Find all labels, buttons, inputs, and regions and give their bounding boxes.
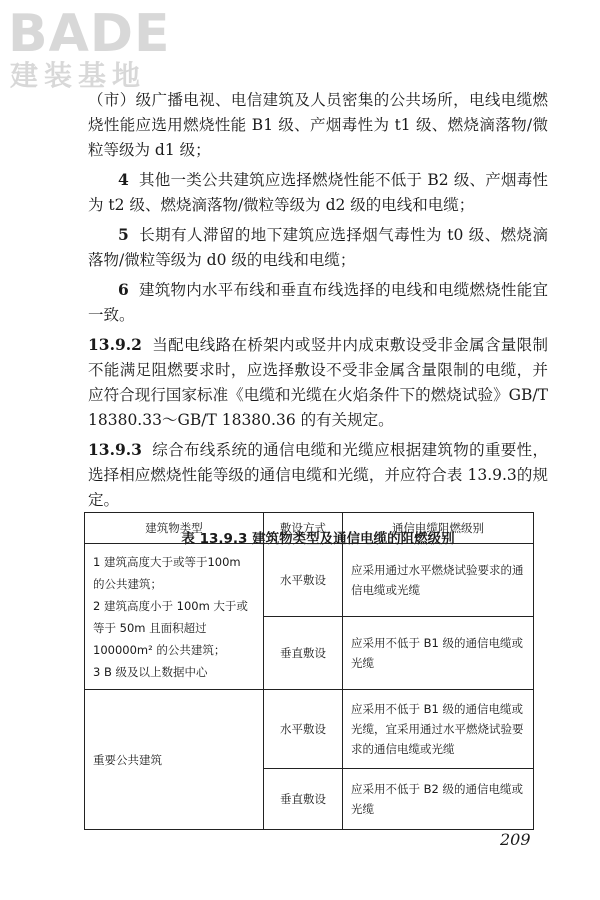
table-header-row bbox=[85, 513, 534, 544]
logo-brand-text: BADE bbox=[8, 4, 171, 64]
paragraph-item-6 bbox=[88, 277, 548, 328]
header-flame-level: 通信电缆阻燃级别 bbox=[343, 513, 534, 544]
building-type-cell bbox=[85, 544, 264, 690]
clause-text: 当配电线路在桥架内或竖井内成束敷设受非金属含量限制不能满足阻燃要求时，应选择敷设不受非金属含量限制的电缆，并应符合现行国家标准《电缆和光缆在火焰条件下的燃烧试验》GB/T 18380.33～GB/T 18380.36 的有关规定。 bbox=[88, 336, 548, 429]
laying-method-cell: 垂直敷设 bbox=[264, 769, 343, 830]
table-row bbox=[85, 544, 534, 617]
clause-number: 13.9.3 bbox=[88, 440, 142, 459]
laying-method-cell: 垂直敷设 bbox=[264, 617, 343, 690]
building-type-cell: 重要公共建筑 bbox=[85, 690, 264, 830]
clause-13-9-2 bbox=[88, 332, 548, 433]
clause-number: 13.9.2 bbox=[88, 335, 142, 354]
header-building-type: 建筑物类型 bbox=[85, 513, 264, 544]
table-row bbox=[85, 690, 534, 769]
laying-method-cell: 水平敷设 bbox=[264, 544, 343, 617]
item-text: 长期有人滞留的地下建筑应选择烟气毒性为 t0 级、燃烧滴落物/微粒等级为 d0 级的电线和电缆； bbox=[88, 226, 548, 269]
item-number: 5 bbox=[118, 225, 129, 244]
clause-text: 综合布线系统的通信电缆和光缆应根据建筑物的重要性，选择相应燃烧性能等级的通信电缆和光缆，并应符合表 13.9.3的规定。 bbox=[88, 441, 548, 509]
item-text: 建筑物内水平布线和垂直布线选择的电线和电缆燃烧性能宜一致。 bbox=[88, 281, 548, 324]
flame-level-cell: 应采用不低于 B1 级的通信电缆或光缆 bbox=[343, 617, 534, 690]
item-number: 4 bbox=[118, 170, 129, 189]
table-title: 表 13.9.3 建筑物类型及通信电缆的阻燃级别 bbox=[181, 531, 455, 547]
building-type-line: 1 建筑高度大于或等于100m 的公共建筑； bbox=[93, 554, 241, 591]
laying-method-cell: 水平敷设 bbox=[264, 690, 343, 769]
fire-rating-table bbox=[84, 512, 534, 830]
brand-logo bbox=[8, 6, 183, 94]
flame-level-cell: 应采用通过水平燃烧试验要求的通信电缆或光缆 bbox=[343, 544, 534, 617]
clause-13-9-3 bbox=[88, 437, 548, 513]
page-body bbox=[88, 88, 548, 559]
building-type-line: 2 建筑高度小于 100m 大于或等于 50m 且面积超过100000m² 的公共建筑； bbox=[93, 598, 248, 657]
building-type-line: 3 B 级及以上数据中心 bbox=[93, 664, 208, 679]
logo-subtitle: 建装基地 bbox=[10, 59, 147, 92]
item-text: 其他一类公共建筑应选择燃烧性能不低于 B2 级、产烟毒性为 t2 级、燃烧滴落物/微粒等级为 d2 级的电线和电缆； bbox=[88, 171, 548, 214]
flame-level-cell: 应采用不低于 B2 级的通信电缆或光缆 bbox=[343, 769, 534, 830]
page-number: 209 bbox=[500, 830, 531, 849]
paragraph-item-3-continued: （市）级广播电视、电信建筑及人员密集的公共场所，电线电缆燃烧性能应选用燃烧性能 B1 级、产烟毒性为 t1 级、燃烧滴落物/微粒等级为 d1 级； bbox=[88, 91, 548, 159]
paragraph-item-4 bbox=[88, 167, 548, 218]
flame-level-cell: 应采用不低于 B1 级的通信电缆或光缆，宜采用通过水平燃烧试验要求的通信电缆或光缆 bbox=[343, 690, 534, 769]
paragraph-item-5 bbox=[88, 222, 548, 273]
header-laying-method: 敷设方式 bbox=[264, 513, 343, 544]
item-number: 6 bbox=[118, 280, 129, 299]
